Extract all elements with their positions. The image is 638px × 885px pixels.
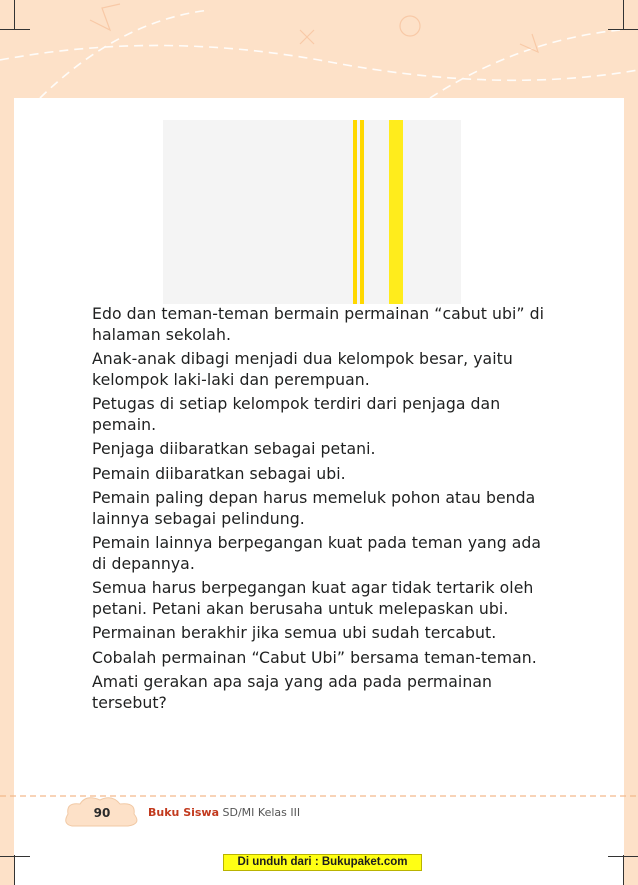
book-title-bold: Buku Siswa — [148, 806, 220, 819]
paragraph: Pemain lainnya berpegangan kuat pada teman yang ada di depannya. — [92, 533, 542, 573]
crop-mark — [0, 29, 30, 30]
book-title-rest: SD/MI Kelas III — [219, 806, 301, 819]
paragraph: Penjaga diibaratkan sebagai petani. — [92, 439, 376, 458]
paragraph: Edo dan teman-teman bermain permainan “cabut ubi” di halaman sekolah. — [92, 304, 545, 344]
paragraph: Anak-anak dibagi menjadi dua kelompok besar, yaitu kelompok laki-laki dan perempuan. — [92, 349, 513, 389]
crop-mark — [0, 856, 30, 857]
paragraph: Permainan berakhir jika semua ubi sudah tercabut. — [92, 623, 497, 642]
paragraph: Cobalah permainan “Cabut Ubi” bersama teman-teman. — [92, 647, 537, 667]
illustration-stripe — [360, 120, 364, 304]
crop-mark — [14, 855, 15, 885]
body-text — [92, 304, 552, 717]
book-title — [148, 806, 300, 819]
crop-mark — [14, 0, 15, 30]
paragraph: Pemain paling depan harus memeluk pohon atau benda lainnya sebagai pelindung. — [92, 488, 536, 528]
crop-mark — [623, 855, 624, 885]
crop-mark — [623, 0, 624, 30]
crop-mark — [608, 29, 638, 30]
illustration — [163, 120, 461, 304]
illustration-stripe — [389, 120, 403, 304]
illustration-stripe — [353, 120, 357, 304]
crop-mark — [608, 856, 638, 857]
download-source-banner: Di unduh dari : Bukupaket.com — [223, 854, 422, 871]
paragraph: Pemain diibaratkan sebagai ubi. — [92, 463, 346, 483]
paragraph: Petugas di setiap kelompok terdiri dari penjaga dan pemain. — [92, 394, 501, 434]
paragraph: Amati gerakan apa saja yang ada pada permainan tersebut? — [92, 672, 492, 712]
paragraph: Semua harus berpegangan kuat agar tidak tertarik oleh petani. Petani akan berusaha untuk melepaskan ubi. — [92, 578, 534, 618]
page-number: 90 — [93, 806, 111, 820]
